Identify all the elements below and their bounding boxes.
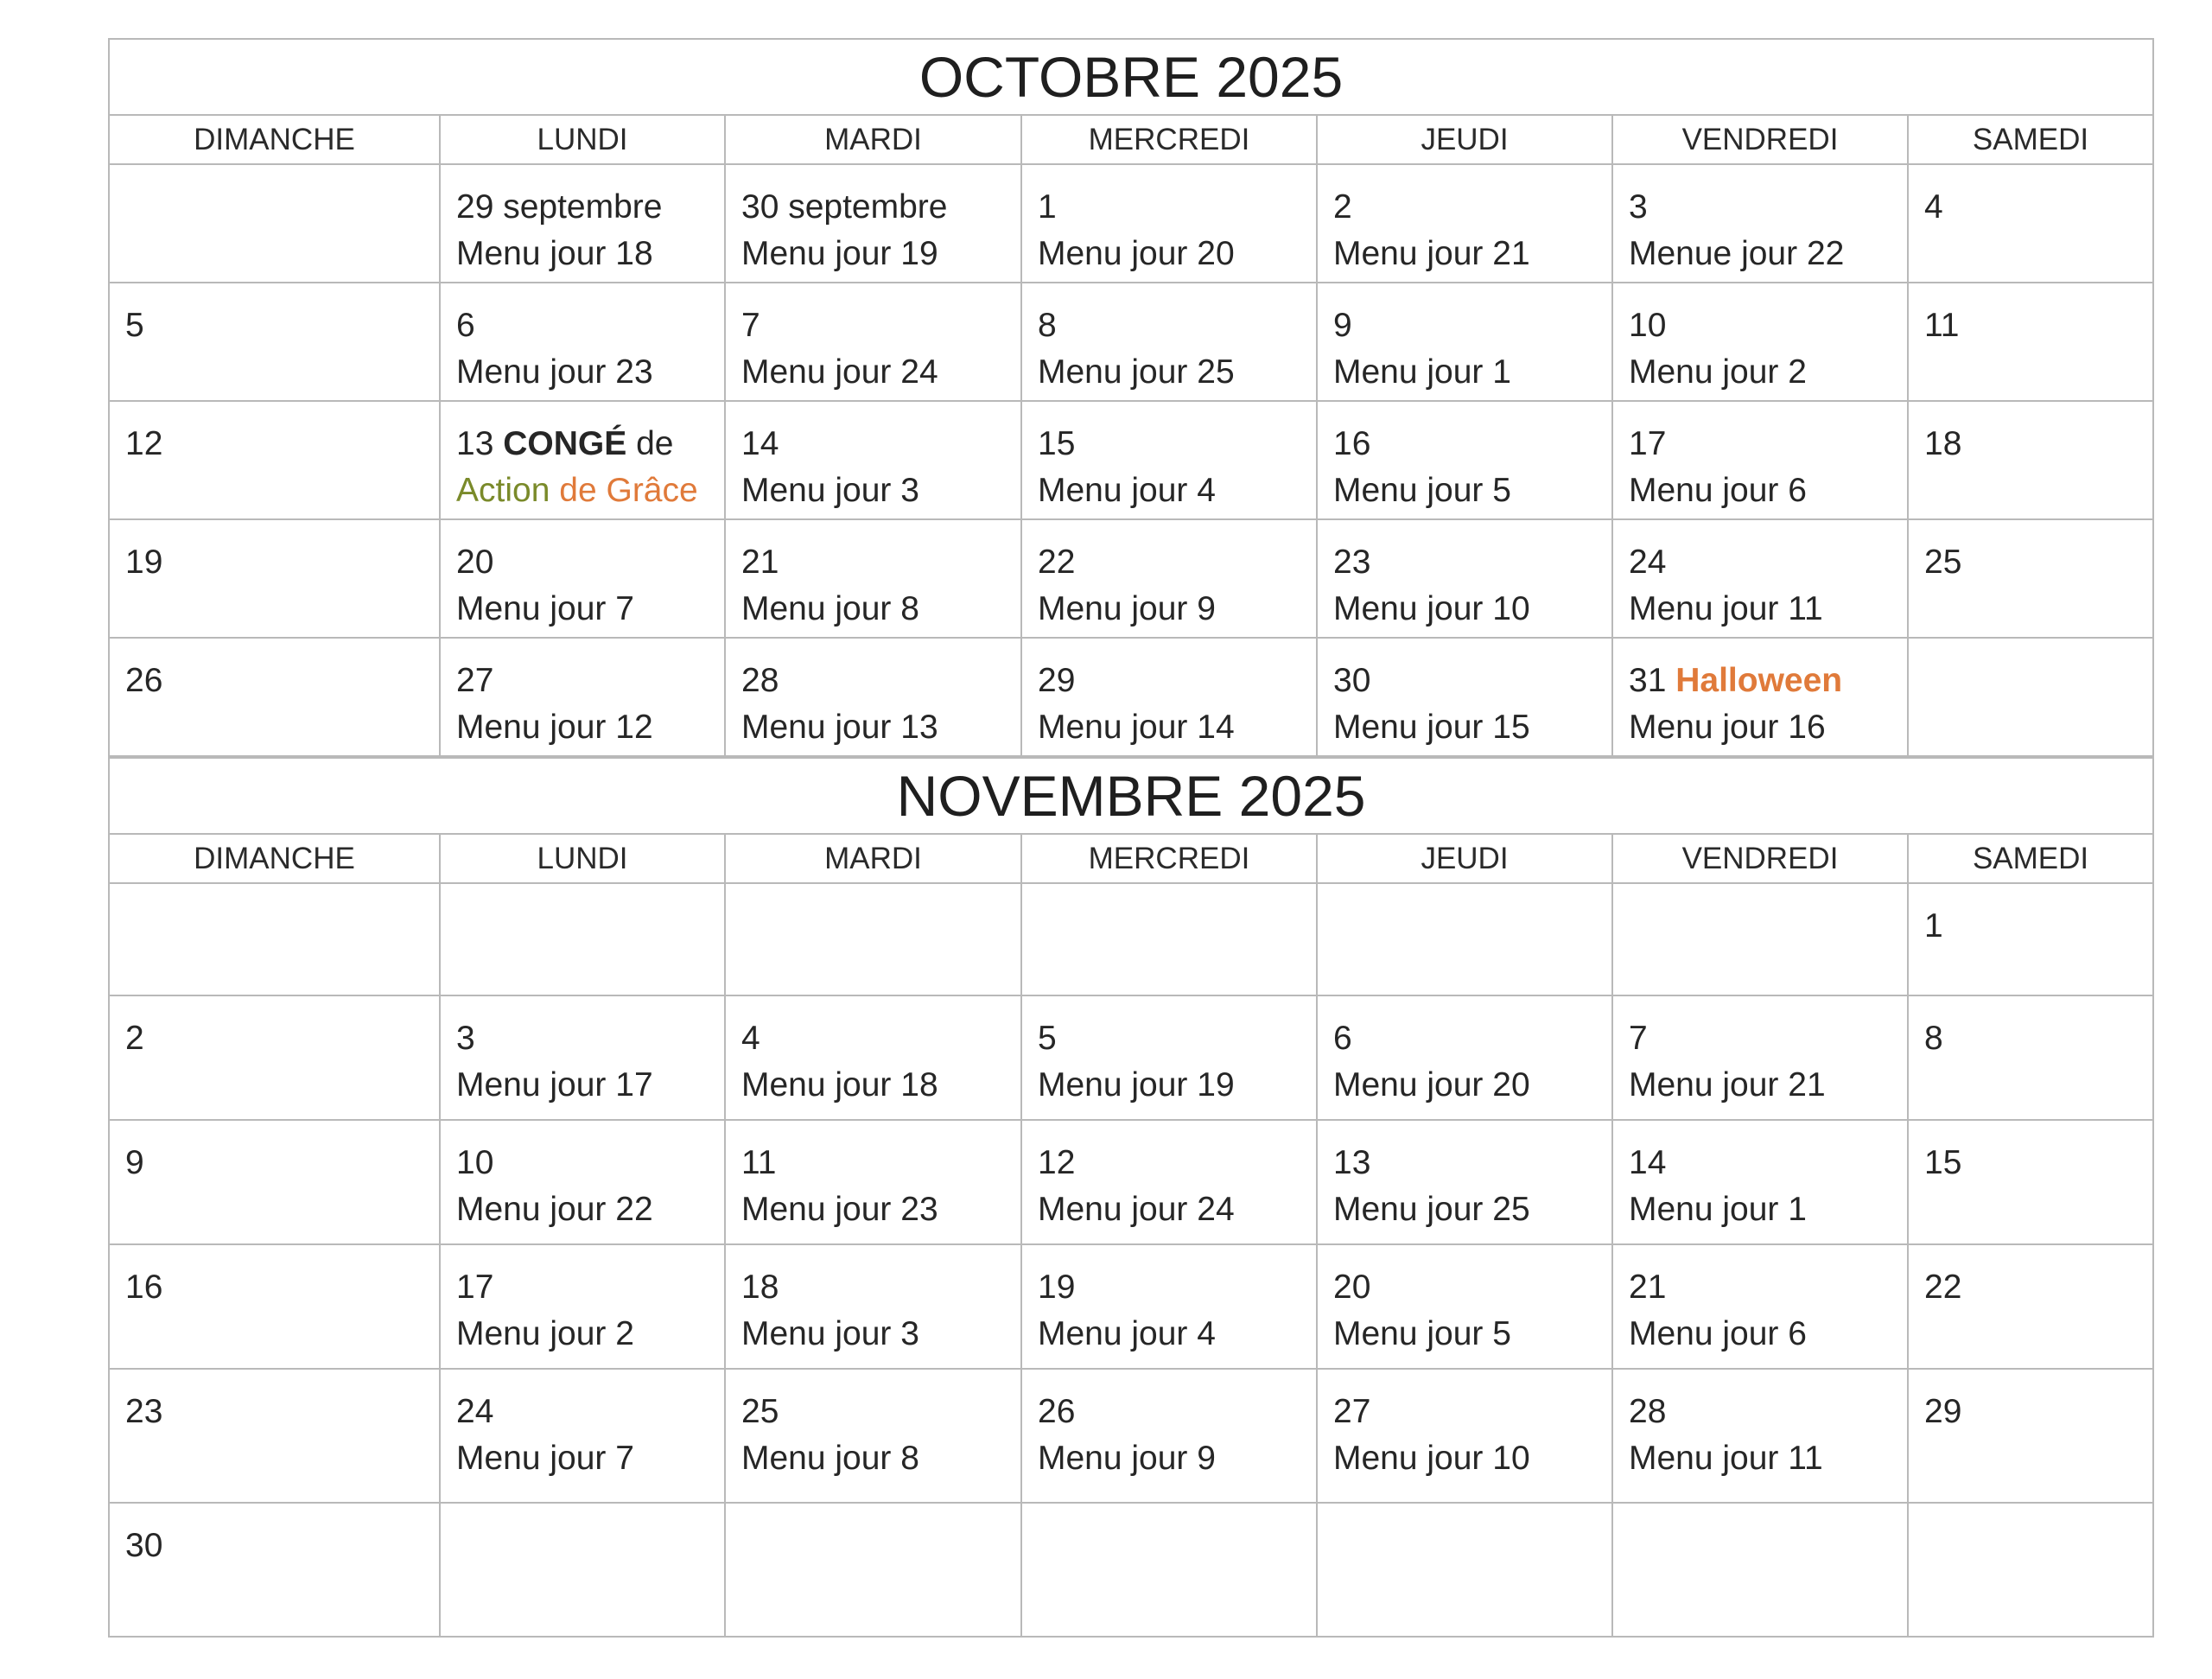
day-number: 31 [1629, 662, 1667, 699]
day-number: 10 [1629, 307, 1667, 344]
day-cell [1021, 519, 1317, 638]
day-cell-empty [1612, 883, 1908, 995]
day-number: 21 [1629, 1269, 1667, 1306]
day-cell [1317, 638, 1612, 756]
day-number: 18 [1924, 425, 1962, 462]
day-number: 3 [456, 1020, 475, 1057]
weekday-header: MARDI [725, 834, 1021, 883]
day-cell [1908, 1369, 2153, 1503]
menu-label: Menu jour 8 [741, 1440, 919, 1477]
menu-label: Menu jour 4 [1038, 472, 1216, 509]
day-number: 19 [1038, 1269, 1076, 1306]
day-cell [725, 995, 1021, 1120]
day-cell [1612, 401, 1908, 519]
week-row [109, 1120, 2153, 1244]
day-cell [1021, 283, 1317, 401]
menu-label: Menu jour 19 [1038, 1066, 1235, 1103]
day-cell-empty [725, 1503, 1021, 1637]
day-number: 15 [1924, 1144, 1962, 1181]
day-cell [440, 519, 725, 638]
week-row [109, 995, 2153, 1120]
day-cell [109, 638, 440, 756]
day-number: 14 [1629, 1144, 1667, 1181]
menu-label: Menu jour 2 [456, 1315, 634, 1352]
day-cell [1612, 283, 1908, 401]
day-number: 7 [1629, 1020, 1648, 1057]
day-cell [725, 1244, 1021, 1369]
day-cell [1317, 401, 1612, 519]
day-number: 24 [456, 1393, 494, 1430]
day-number: 16 [125, 1269, 163, 1306]
day-cell-halloween [1612, 638, 1908, 756]
day-cell [440, 638, 725, 756]
day-number: 1 [1924, 907, 1943, 944]
day-cell [725, 1369, 1021, 1503]
menu-label: Menu jour 7 [456, 590, 634, 627]
menu-label: Menu jour 23 [741, 1191, 938, 1228]
day-number: 20 [456, 544, 494, 581]
day-number: 1 [1038, 188, 1057, 226]
day-cell [109, 1244, 440, 1369]
menu-label: Menu jour 9 [1038, 590, 1216, 627]
menu-label: Menu jour 13 [741, 709, 938, 746]
menu-label: Menu jour 2 [1629, 353, 1807, 391]
day-cell [1908, 1244, 2153, 1369]
menu-label: Menu jour 24 [741, 353, 938, 391]
weekday-header-row [109, 115, 2153, 164]
day-number: 22 [1924, 1269, 1962, 1306]
weekday-header: JEUDI [1317, 115, 1612, 164]
day-number: 10 [456, 1144, 494, 1181]
day-number: 5 [125, 307, 144, 344]
halloween-label: Halloween [1675, 662, 1843, 699]
menu-label: Menu jour 14 [1038, 709, 1235, 746]
day-cell-empty [440, 883, 725, 995]
day-cell [1908, 401, 2153, 519]
week-row [109, 164, 2153, 283]
day-number: 23 [1333, 544, 1371, 581]
day-number: 24 [1629, 544, 1667, 581]
day-cell [1317, 519, 1612, 638]
menu-label: Menu jour 10 [1333, 590, 1530, 627]
day-cell [725, 401, 1021, 519]
day-cell [109, 519, 440, 638]
day-cell [725, 519, 1021, 638]
month-title: OCTOBRE 2025 [109, 39, 2153, 115]
day-cell-empty [1021, 883, 1317, 995]
menu-label: Menu jour 11 [1629, 1440, 1823, 1477]
day-cell [1317, 1244, 1612, 1369]
menu-label: Menu jour 19 [741, 235, 938, 272]
week-row [109, 401, 2153, 519]
day-cell-empty [1021, 1503, 1317, 1637]
day-cell [1021, 164, 1317, 283]
day-cell-empty [725, 883, 1021, 995]
day-cell [109, 1120, 440, 1244]
day-cell [440, 1120, 725, 1244]
day-cell [1908, 995, 2153, 1120]
day-number: 6 [1333, 1020, 1352, 1057]
weekday-header: VENDREDI [1612, 834, 1908, 883]
weekday-header: DIMANCHE [109, 115, 440, 164]
day-number: 11 [741, 1144, 777, 1181]
weekday-header-row [109, 834, 2153, 883]
menu-label: Menu jour 21 [1333, 235, 1530, 272]
menu-label: Menu jour 8 [741, 590, 919, 627]
menu-label: Menu jour 23 [456, 353, 653, 391]
day-number: 27 [456, 662, 494, 699]
day-cell [1612, 519, 1908, 638]
day-number: 25 [741, 1393, 779, 1430]
week-row [109, 1369, 2153, 1503]
holiday-line [456, 421, 724, 467]
weekday-header: MARDI [725, 115, 1021, 164]
day-cell [1908, 519, 2153, 638]
week-row [109, 638, 2153, 756]
day-cell-empty [109, 883, 440, 995]
day-number: 28 [1629, 1393, 1667, 1430]
day-number: 15 [1038, 425, 1076, 462]
day-cell [1612, 1120, 1908, 1244]
day-number: 14 [741, 425, 779, 462]
menu-label: Menu jour 5 [1333, 1315, 1511, 1352]
november-calendar [108, 757, 2154, 1638]
day-number: 8 [1038, 307, 1057, 344]
menu-label: Menu jour 5 [1333, 472, 1511, 509]
menu-label: Menu jour 11 [1629, 590, 1823, 627]
day-number: 30 septembre [741, 188, 948, 226]
day-cell [1612, 1369, 1908, 1503]
day-number: 9 [125, 1144, 144, 1181]
day-cell-empty [1317, 883, 1612, 995]
day-cell [1021, 1244, 1317, 1369]
weekday-header: LUNDI [440, 115, 725, 164]
menu-label: Menu jour 3 [741, 1315, 919, 1352]
holiday-conge-label: CONGÉ [503, 425, 627, 462]
holiday-grace-word: Grâce [606, 472, 698, 509]
menu-label: Menu jour 9 [1038, 1440, 1216, 1477]
menu-label: Menu jour 20 [1333, 1066, 1530, 1103]
day-number: 2 [1333, 188, 1352, 226]
weekday-header: JEUDI [1317, 834, 1612, 883]
day-number: 29 septembre [456, 188, 663, 226]
day-number: 18 [741, 1269, 779, 1306]
menu-label: Menu jour 25 [1333, 1191, 1530, 1228]
day-cell-empty [109, 164, 440, 283]
day-cell [109, 995, 440, 1120]
day-cell [1908, 283, 2153, 401]
day-number: 29 [1924, 1393, 1962, 1430]
day-number: 22 [1038, 544, 1076, 581]
menu-label: Menue jour 22 [1629, 235, 1845, 272]
menu-label: Menu jour 1 [1333, 353, 1511, 391]
day-cell [725, 1120, 1021, 1244]
menu-label: Menu jour 22 [456, 1191, 653, 1228]
month-title: NOVEMBRE 2025 [109, 758, 2153, 834]
day-number: 13 [1333, 1144, 1371, 1181]
day-number: 25 [1924, 544, 1962, 581]
day-cell [725, 164, 1021, 283]
day-number: 17 [456, 1269, 494, 1306]
menu-label: Menu jour 3 [741, 472, 919, 509]
weekday-header: LUNDI [440, 834, 725, 883]
day-number: 4 [741, 1020, 760, 1057]
week-row [109, 1503, 2153, 1637]
day-number: 23 [125, 1393, 163, 1430]
week-row [109, 283, 2153, 401]
day-cell [1317, 1120, 1612, 1244]
day-cell-empty [1908, 1503, 2153, 1637]
day-cell [1317, 164, 1612, 283]
day-number: 26 [125, 662, 163, 699]
menu-label: Menu jour 10 [1333, 1440, 1530, 1477]
day-number: 11 [1924, 307, 1960, 344]
menu-label: Menu jour 17 [456, 1066, 653, 1103]
day-cell [1317, 995, 1612, 1120]
day-cell [1908, 1120, 2153, 1244]
day-cell [1317, 1369, 1612, 1503]
day-number: 26 [1038, 1393, 1076, 1430]
day-cell [1021, 995, 1317, 1120]
day-cell [440, 1369, 725, 1503]
day-cell [1908, 164, 2153, 283]
menu-label: Menu jour 24 [1038, 1191, 1235, 1228]
menu-label: Menu jour 6 [1629, 472, 1807, 509]
menu-label: Menu jour 12 [456, 709, 653, 746]
day-number: 7 [741, 307, 760, 344]
holiday-action-word: Action [456, 472, 550, 509]
day-cell [1021, 1120, 1317, 1244]
weekday-header: DIMANCHE [109, 834, 440, 883]
day-number: 4 [1924, 188, 1943, 226]
day-cell [109, 283, 440, 401]
day-number: 5 [1038, 1020, 1057, 1057]
menu-label: Menu jour 18 [456, 235, 653, 272]
day-cell [1021, 401, 1317, 519]
day-cell [725, 283, 1021, 401]
week-row [109, 1244, 2153, 1369]
day-cell-empty [1908, 638, 2153, 756]
day-number: 16 [1333, 425, 1371, 462]
day-number: 6 [456, 307, 475, 344]
day-number: 27 [1333, 1393, 1371, 1430]
menu-label: Menu jour 4 [1038, 1315, 1216, 1352]
day-cell [440, 164, 725, 283]
weekday-header: MERCREDI [1021, 834, 1317, 883]
october-calendar [108, 38, 2154, 757]
day-number: 21 [741, 544, 779, 581]
menu-label: Menu jour 18 [741, 1066, 938, 1103]
day-cell [725, 638, 1021, 756]
day-number: 20 [1333, 1269, 1371, 1306]
weekday-header: SAMEDI [1908, 834, 2153, 883]
holiday-de-label: de [636, 425, 674, 462]
menu-label: Menu jour 21 [1629, 1066, 1826, 1103]
day-number: 13 [456, 425, 494, 462]
day-number: 28 [741, 662, 779, 699]
weekday-header: VENDREDI [1612, 115, 1908, 164]
day-number: 3 [1629, 188, 1648, 226]
day-number: 12 [1038, 1144, 1076, 1181]
day-cell [440, 283, 725, 401]
day-cell [1908, 883, 2153, 995]
day-number: 9 [1333, 307, 1352, 344]
menu-label: Menu jour 15 [1333, 709, 1530, 746]
menu-label: Menu jour 20 [1038, 235, 1235, 272]
holiday-de-word: de [559, 472, 597, 509]
day-cell [1021, 638, 1317, 756]
day-cell [1612, 995, 1908, 1120]
day-cell [1317, 283, 1612, 401]
menu-label: Menu jour 7 [456, 1440, 634, 1477]
day-cell [1612, 164, 1908, 283]
day-number: 2 [125, 1020, 144, 1057]
day-cell [440, 1244, 725, 1369]
week-row [109, 519, 2153, 638]
menu-label: Menu jour 16 [1629, 709, 1826, 746]
day-cell-empty [1317, 1503, 1612, 1637]
day-cell [109, 401, 440, 519]
day-number: 19 [125, 544, 163, 581]
menu-label: Menu jour 6 [1629, 1315, 1807, 1352]
day-cell [109, 1369, 440, 1503]
day-number: 12 [125, 425, 163, 462]
day-number: 8 [1924, 1020, 1943, 1057]
day-number: 17 [1629, 425, 1667, 462]
day-cell [1021, 1369, 1317, 1503]
day-number: 30 [125, 1527, 163, 1564]
halloween-line [1629, 658, 1907, 704]
menu-label: Menu jour 25 [1038, 353, 1235, 391]
week-row [109, 883, 2153, 995]
day-cell [1612, 1244, 1908, 1369]
day-cell [109, 1503, 440, 1637]
day-cell-empty [1612, 1503, 1908, 1637]
menu-label: Menu jour 1 [1629, 1191, 1807, 1228]
day-number: 30 [1333, 662, 1371, 699]
day-cell-empty [440, 1503, 725, 1637]
weekday-header: SAMEDI [1908, 115, 2153, 164]
day-cell [440, 995, 725, 1120]
day-number: 29 [1038, 662, 1076, 699]
weekday-header: MERCREDI [1021, 115, 1317, 164]
day-cell-holiday [440, 401, 725, 519]
holiday-name [456, 467, 724, 514]
